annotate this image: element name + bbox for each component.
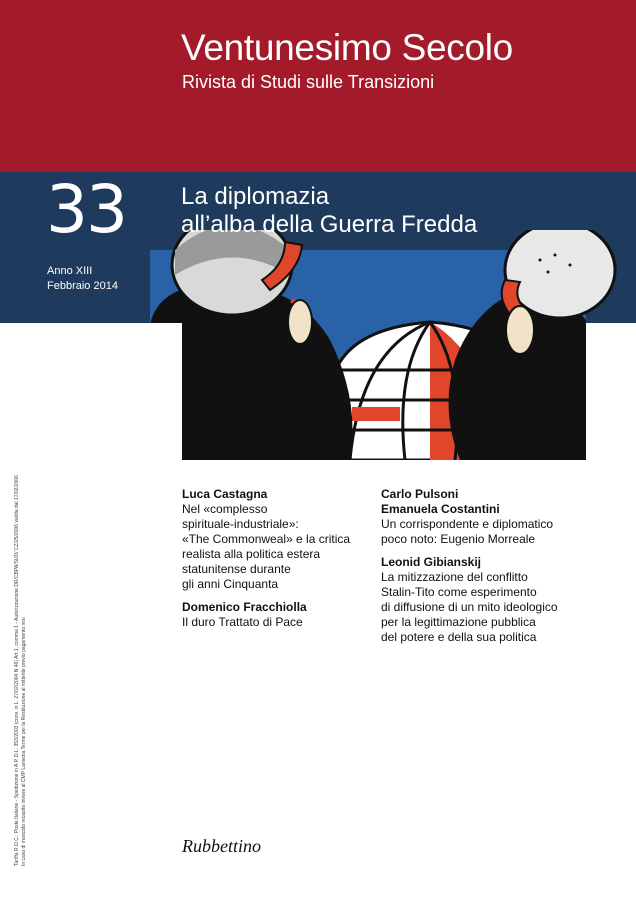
toc-article-title: Il duro Trattato di Pace xyxy=(182,615,303,629)
legal-line-2: In caso di mancato recapito inviare al CMP Lamezia Terme per la Restituzione al mittente previo pagamento resi xyxy=(21,617,27,866)
publisher-logo: Rubbettino xyxy=(182,836,261,856)
table-of-contents-right xyxy=(381,487,601,653)
issue-number: 33 xyxy=(46,171,126,248)
toc-entry xyxy=(182,487,362,592)
table-of-contents-left xyxy=(182,487,362,638)
toc-author: Domenico Fracchiolla xyxy=(182,600,307,614)
issue-date: Febbraio 2014 xyxy=(47,280,118,292)
toc-article-title: La mitizzazione del conflitto Stalin-Tito come esperimento di diffusione di un mito ideologico per la legittimazione pubblica del potere e della sua politica xyxy=(381,570,558,644)
toc-author: Carlo Pulsoni Emanuela Costantini xyxy=(381,487,500,516)
toc-article-title: Un corrispondente e diplomatico poco noto: Eugenio Morreale xyxy=(381,517,554,546)
toc-author: Luca Castagna xyxy=(182,487,268,501)
issue-year: Anno XIII xyxy=(47,265,93,277)
journal-title: Ventunesimo Secolo xyxy=(181,27,513,68)
postal-legal-notice xyxy=(14,386,28,866)
cold-war-telephone-cartoon-icon xyxy=(0,230,636,460)
toc-entry xyxy=(381,487,601,547)
legal-line-1: Tariffa R.O.C.: Poste Italiane - Spedizione in A.P. D.L. 353/2003 (conv. in L. 27/02/2004 N.46) Art.1, comma 1 - Autorizzazione DR/CBPA/SUD/ CZ/25/2006 valida dal 17/02/2006 xyxy=(14,475,20,866)
issue-title-line-2: all’alba della Guerra Fredda xyxy=(181,211,478,238)
toc-article-title: Nel «complesso spirituale-industriale»: «The Commonweal» e la critica realista alla politica estera statunitense durante gli anni Cinquanta xyxy=(182,502,351,591)
toc-author: Leonid Gibianskij xyxy=(381,555,482,569)
issue-title-line-1: La diplomazia xyxy=(181,183,330,210)
toc-entry xyxy=(182,600,362,630)
toc-entry xyxy=(381,555,601,645)
journal-subtitle: Rivista di Studi sulle Transizioni xyxy=(182,72,435,92)
